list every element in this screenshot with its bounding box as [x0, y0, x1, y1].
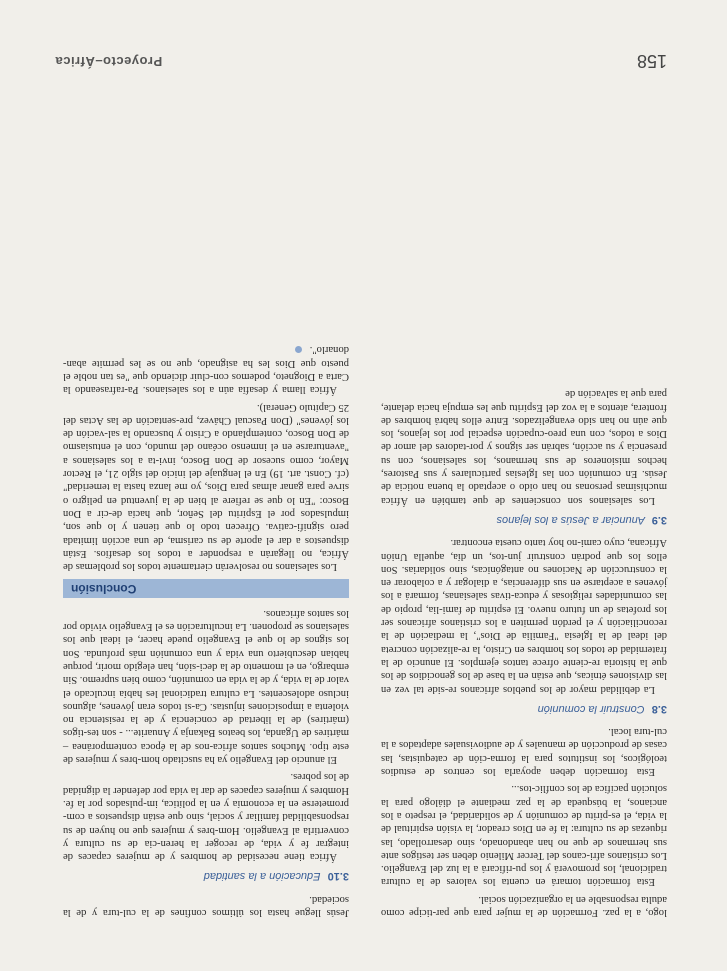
paragraph: El anuncio del Evangelio ya ha suscitado hom-bres y mujeres de este tipo. Muchos santos africa-nos de la época contemporánea – mártires de Uganda, los beatos Bakanja y Anuarite... - son tes-tigos (mártires) de la libertad de conciencia y de la resistencia no violenta a imposiciones injustas. Ca-si todos eran jóvenes, algunos incluso adolescentes. La cultura tradicional les había inculcado el valor de la vida, y de la vida en comunión, como bien supremo. Sin embargo, en el momento de la deci-sión, han elegido morir, porque habían descubierto una vida y una comunión más profunda. Son los signos de lo que el Evangelio puede hacer, el ideal que los salesianos se proponen. La inculturación es el Evangelio vivido por los santos africanos. — [63, 607, 349, 766]
paragraph: Esta formación tomará en cuenta los valores de la cultura tradicional, los promoverá y los pu-rificará a la luz del Evangelio. Los cristianos afri-canos del Tercer Milenio deben ser testigos ante sus hermanos de que no han abandonado, sino desarrollado, las riquezas de su cultura: la fe en Dios creador, la visión espiritual de la vida, el es-píritu de comunión y de solidaridad, el respeto a los ancianos, la búsqueda de la paz mediante el diálogo para la solución pacífica de los conflic-tos... — [381, 783, 667, 888]
section-title: Anunciar a Jesús a los lejanos — [496, 513, 646, 526]
paragraph: Los salesianos no resolverán ciertamente todos los problemas de África, no llegarán a responder a todos los desafíos. Están dispuestos a dar el aporte de su carisma, de una acción limitada pero signifi-cativa. Ofrecen todo lo que tienen y lo que son, impulsados por el Espíritu del Señor, que hacía de-cir a Don Bosco: "En lo que se refiere al bien de la juventud en peligro o sirve para ganar almas para Dios, yo me lanza hasta la temeridad" (cf. Const. art. 19) En el lenguaje del inicio del siglo 21, el Rector Mayor, como sucesor de Don Bosco, invi-ta a los salesianos a "aventurarse en el inmenso océano del mundo, con el entusiasmo de Don Bosco, contemplando a Cristo y buscando la sal-vación de los jóvenes" (Don Pascual Chávez, pre-sentación de las Actas del 25 Capítulo General). — [63, 401, 349, 573]
section-title: Construir la comunión — [537, 702, 645, 715]
paragraph — [63, 343, 349, 396]
column-right — [63, 339, 349, 919]
paragraph: Jesús llegue hasta los últimos confines de la cul-tura y de la sociedad. — [63, 893, 349, 918]
conclusion-title: Conclusión — [71, 582, 137, 597]
column-left — [381, 383, 667, 919]
section-heading-3-10 — [63, 869, 349, 882]
paragraph-text: África llama y desafía aún a los salesianos. Pa-rafraseando la Carta a Diogneto, podemos con-cluir diciendo que "es tan noble el puesto que Dios les ha asignado, que no se les permite aban-donarlo". — [63, 344, 349, 396]
paragraph: África tiene necesidad de hombres y de mujeres capaces de integrar fe y vida, de recoger la heren-cia de su cultura y convertirla al Evangelio. Hom-bres y mujeres que no huyen de su responsabilidad familiar y social, sino que están dispuestos a com-prometerse en la economía y en la política, im-pulsados por la fe. Hombres y mujeres capaces de dar la vida por defender la dignidad de los pobres. — [63, 771, 349, 863]
section-heading-3-8 — [381, 702, 667, 715]
section-title: Educación a la santidad — [203, 870, 321, 883]
paragraph: Esta formación deben apoyarla los centros de estudios teológicos, los institutos para la forma-ción de catequistas, las casas de producción de manuales y de audiovisuales adaptados a la cul-tura local. — [381, 726, 667, 778]
section-heading-3-9 — [381, 513, 667, 526]
running-title: Proyecto–África — [55, 54, 163, 69]
page-header — [55, 41, 667, 71]
section-number: 3.9 — [651, 513, 667, 526]
page-number: 158 — [636, 51, 667, 71]
section-number: 3.8 — [651, 702, 667, 715]
paragraph: La debilidad mayor de los pueblos africanos re-side tal vez en las divisiones étnicas, que están en la base de los genocidios de los que la historia re-ciente ofrece tantos ejemplos. El anuncio de la fraternidad de todos los hombres en Cristo, la re-alización concreta del ideal de la Iglesia "Familia de Dios", la mediación de la reconciliación y el perdón permiten a los cristianos africanos ser los profetas de un futuro nuevo. El espíritu de fami-lia, propio de las comunidades religiosas y educa-tivas salesianas, formará a los jóvenes a aceptarse en sus diferencias, a dialogar y a colaborar en la construcción de Naciones no antagónicas, sino solidarias. Son ellos los que podrán construir jun-tos, un día, aquella Unión Africana, cuyo cami-no hoy tanto cuesta encontrar. — [381, 537, 667, 695]
section-number: 3.10 — [327, 870, 349, 883]
paragraph: logo, a la paz. Formación de la mujer para que par-ticipe como adulta responsable en la organización social. — [381, 893, 667, 918]
end-of-article-dot-icon — [295, 346, 302, 353]
conclusion-heading-bar — [63, 579, 349, 598]
paragraph: Los salesianos son conscientes de que también en África muchísimas personas no han oído o aceptado la buena noticia de Jesús. En comunión con las Iglesias particulares y sus Pastores, hechos misioneros de sus hermanos, los salesianos, con su presencia y su acción, sabrán ser signos y por-tadores del amor de Dios a todos, con una preo-cupación especial por los lejanos, los que aún no han sido evangelizados. Entre ellos habrá hombres de frontera, atentos a la voz del Espíritu que les empuja hacia delante, para que la salvación de — [381, 388, 667, 506]
